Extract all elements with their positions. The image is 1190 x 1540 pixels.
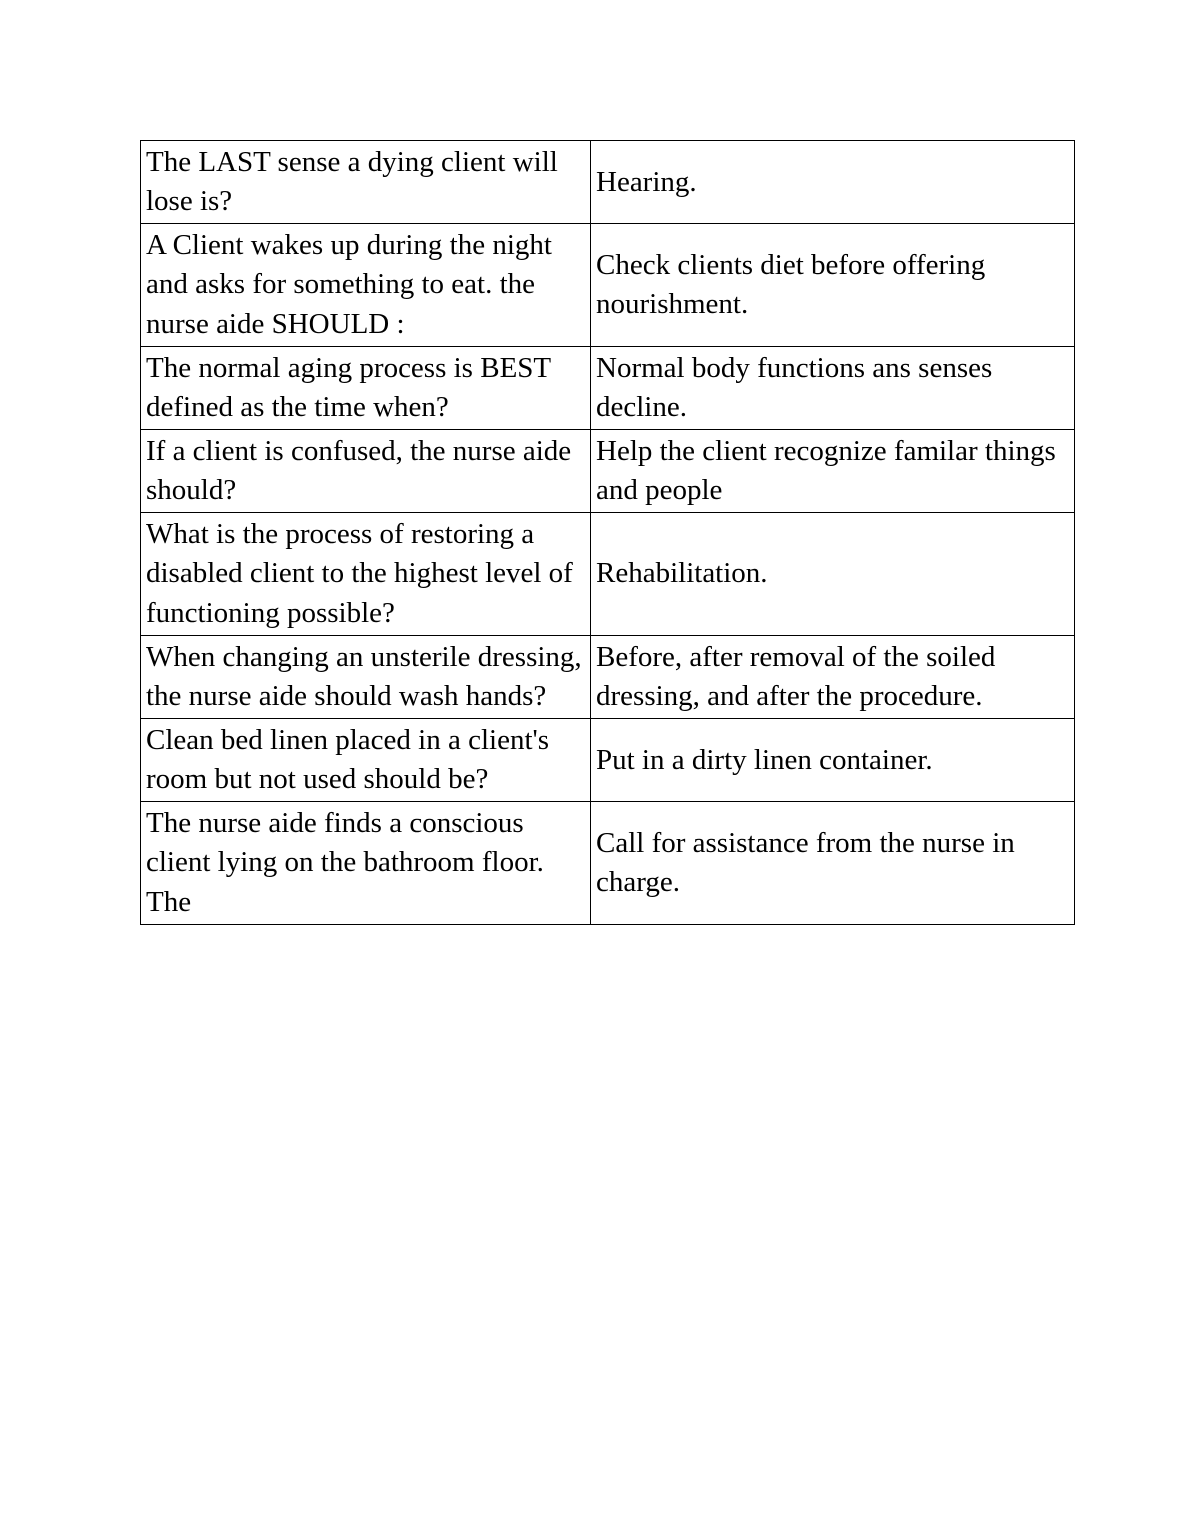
table-row (141, 635, 1075, 718)
table-row (141, 224, 1075, 346)
question-cell: Clean bed linen placed in a client's room but not used should be? (141, 718, 591, 801)
table-row (141, 802, 1075, 924)
question-cell: If a client is confused, the nurse aide should? (141, 429, 591, 512)
question-answer-table (140, 140, 1075, 925)
question-cell: When changing an unsterile dressing, the nurse aide should wash hands? (141, 635, 591, 718)
answer-cell: Hearing. (591, 141, 1075, 224)
answer-cell: Call for assistance from the nurse in charge. (591, 802, 1075, 924)
table-row (141, 718, 1075, 801)
question-cell: The normal aging process is BEST defined as the time when? (141, 346, 591, 429)
question-cell: The LAST sense a dying client will lose is? (141, 141, 591, 224)
answer-cell: Check clients diet before offering nourishment. (591, 224, 1075, 346)
table-row (141, 429, 1075, 512)
answer-cell: Put in a dirty linen container. (591, 718, 1075, 801)
answer-cell: Normal body functions ans senses decline. (591, 346, 1075, 429)
table-row (141, 513, 1075, 635)
answer-cell: Rehabilitation. (591, 513, 1075, 635)
question-cell: The nurse aide finds a conscious client lying on the bathroom floor. The (141, 802, 591, 924)
answer-cell: Before, after removal of the soiled dressing, and after the procedure. (591, 635, 1075, 718)
answer-cell: Help the client recognize familar things and people (591, 429, 1075, 512)
table-row (141, 141, 1075, 224)
table-row (141, 346, 1075, 429)
question-cell: A Client wakes up during the night and asks for something to eat. the nurse aide SHOULD : (141, 224, 591, 346)
question-cell: What is the process of restoring a disabled client to the highest level of functioning possible? (141, 513, 591, 635)
